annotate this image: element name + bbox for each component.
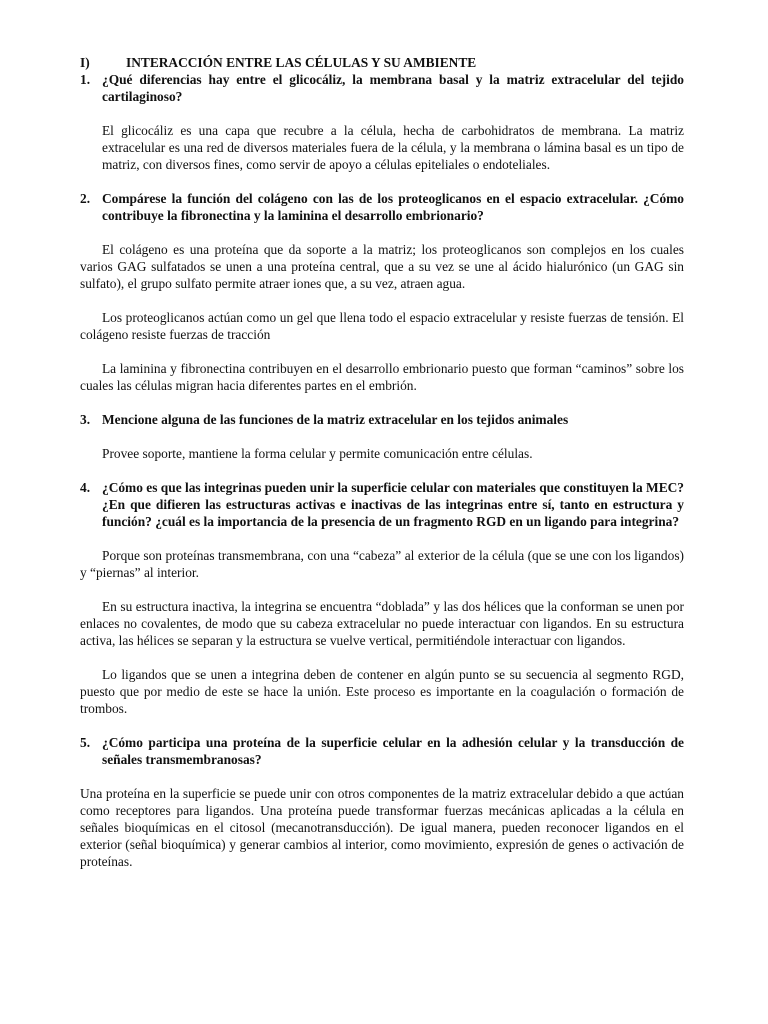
- question-number: 3.: [80, 412, 91, 427]
- answer-paragraph: El colágeno es una proteína que da soporte a la matriz; los proteoglicanos son complejos en los cuales varios GAG sulfatados se unen a una proteína central, que a su vez se une al ácido hialurónico (un GAG sin sulfato), el grupo sulfato permite atraer iones que, a su vez, atraen agua.: [80, 242, 684, 291]
- question-text: ¿Qué diferencias hay entre el glicocáliz, la membrana basal y la matriz extracelular del tejido cartilaginoso?: [102, 72, 684, 104]
- answer-paragraph: Porque son proteínas transmembrana, con una “cabeza” al exterior de la célula (que se une con los ligandos) y “piernas” al interior.: [80, 548, 684, 580]
- answer-paragraph: La laminina y fibronectina contribuyen en el desarrollo embrionario puesto que forman “caminos” sobre los cuales las células migran hacia diferentes partes en el embrión.: [80, 361, 684, 393]
- question-number: 1.: [80, 72, 91, 87]
- answer-paragraph: Los proteoglicanos actúan como un gel que llena todo el espacio extracelular y resiste fuerzas de tensión. El colágeno resiste fuerzas de tracción: [80, 310, 684, 342]
- question-text: ¿Cómo es que las integrinas pueden unir la superficie celular con materiales que constituyen la MEC? ¿En que difieren las estructuras activas e inactivas de las integrinas entre sí, tanto en estructura y función? ¿cuál es la importancia de la presencia de un fragmento RGD en un ligando para integrina?: [102, 480, 684, 529]
- question-4: [80, 479, 684, 530]
- section-number: I): [80, 55, 90, 70]
- question-3: [80, 411, 684, 428]
- question-text: ¿Cómo participa una proteína de la superficie celular en la adhesión celular y la transducción de señales transmembranosas?: [102, 735, 684, 767]
- question-number: 4.: [80, 480, 91, 495]
- answer-paragraph: Lo ligandos que se unen a integrina deben de contener en algún punto se su secuencia al segmento RGD, puesto que por medio de este se hace la unión. Este proceso es importante en la coagulación o formación de trombos.: [80, 667, 684, 716]
- question-text: Compárese la función del colágeno con las de los proteoglicanos en el espacio extracelular. ¿Cómo contribuye la fibronectina y la laminina el desarrollo embrionario?: [102, 191, 684, 223]
- question-number: 5.: [80, 735, 91, 750]
- answer-paragraph: Una proteína en la superficie se puede unir con otros componentes de la matriz extracelular debido a que actúan como receptores para ligandos. Una proteína puede transformar fuerzas mecánicas aplicadas a la célula en señales bioquímicas en el citosol (mecanotransducción). De igual manera, pueden reconocer ligandos en el exterior (señal bioquímica) y generar cambios al interior, como movimiento, expresión de genes o activación de proteínas.: [80, 786, 684, 869]
- answer-paragraph: En su estructura inactiva, la integrina se encuentra “doblada” y las dos hélices que la conforman se unen por enlaces no covalentes, de modo que su cabeza extracelular no puede interactuar con ligandos. En su estructura activa, las hélices se separan y la estructura se vuelve vertical, permitiéndole interactuar con ligandos.: [80, 599, 684, 648]
- question-text: Mencione alguna de las funciones de la matriz extracelular en los tejidos animales: [102, 412, 569, 427]
- answer-paragraph: Provee soporte, mantiene la forma celular y permite comunicación entre células.: [102, 446, 533, 461]
- question-1: [80, 71, 684, 105]
- section-title: INTERACCIÓN ENTRE LAS CÉLULAS Y SU AMBIENTE: [126, 55, 477, 70]
- question-5: [80, 734, 684, 768]
- answer-paragraph: El glicocáliz es una capa que recubre a la célula, hecha de carbohidratos de membrana. La matriz extracelular es una red de diversos materiales fuera de la célula, y la membrana o lámina basal es un tipo de matriz, con diversos fines, como servir de apoyo a células epiteliales o endoteliales.: [102, 123, 684, 172]
- section-heading: [80, 54, 684, 71]
- question-2: [80, 190, 684, 224]
- question-number: 2.: [80, 191, 91, 206]
